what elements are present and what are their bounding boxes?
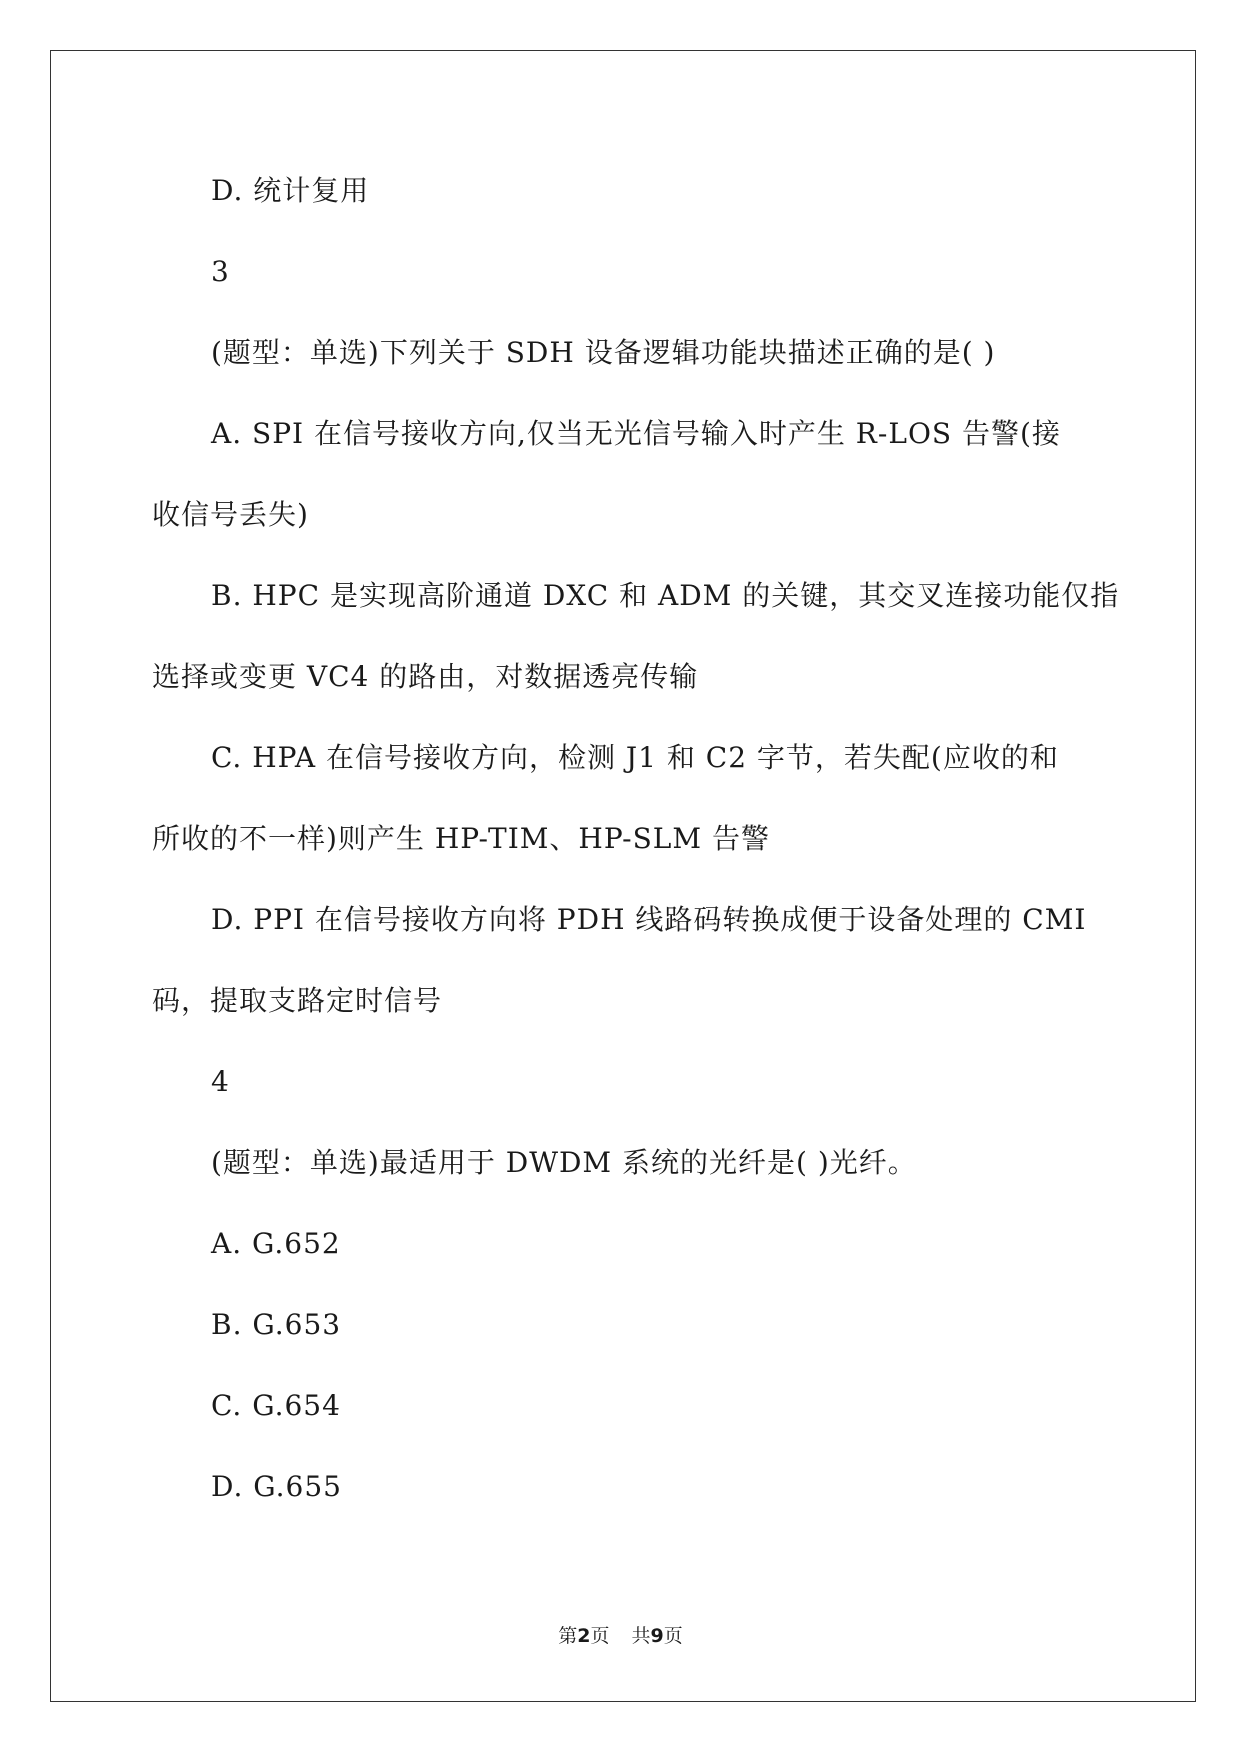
total-suffix: 页 — [663, 1625, 683, 1647]
page-border — [50, 50, 1196, 1702]
option-a-q3-line2: 收信号丢失) — [152, 498, 309, 531]
option-c-q4: C. G.654 — [211, 1389, 341, 1422]
question-4-stem: (题型：单选)最适用于 DWDM 系统的光纤是( )光纤。 — [211, 1146, 917, 1179]
question-number-4: 4 — [211, 1065, 230, 1098]
page-total: 9 — [650, 1625, 664, 1647]
option-a-q4: A. G.652 — [211, 1227, 341, 1260]
question-number-3: 3 — [211, 255, 230, 288]
option-c-q3-line1: C. HPA 在信号接收方向，检测 J1 和 C2 字节，若失配(应收的和 — [211, 741, 1059, 774]
page-prefix: 第 — [558, 1625, 578, 1647]
option-b-q4: B. G.653 — [211, 1308, 342, 1341]
page-footer — [0, 1624, 1241, 1648]
option-a-q3-line1: A. SPI 在信号接收方向,仅当无光信号输入时产生 R-LOS 告警(接 — [211, 417, 1061, 450]
page-current: 2 — [577, 1625, 591, 1647]
option-c-q3-line2: 所收的不一样)则产生 HP-TIM、HP-SLM 告警 — [152, 822, 770, 855]
option-d-q3-line1: D. PPI 在信号接收方向将 PDH 线路码转换成便于设备处理的 CMI — [211, 903, 1087, 936]
total-prefix: 共 — [631, 1625, 651, 1647]
option-b-q3-line2: 选择或变更 VC4 的路由，对数据透亮传输 — [152, 660, 699, 693]
option-d-q2: D. 统计复用 — [211, 174, 370, 207]
option-d-q3-line2: 码，提取支路定时信号 — [152, 984, 443, 1017]
question-3-stem: (题型：单选)下列关于 SDH 设备逻辑功能块描述正确的是( ) — [211, 336, 996, 369]
page-suffix: 页 — [590, 1625, 610, 1647]
option-b-q3-line1: B. HPC 是实现高阶通道 DXC 和 ADM 的关键，其交叉连接功能仅指 — [211, 579, 1120, 612]
option-d-q4: D. G.655 — [211, 1470, 342, 1503]
